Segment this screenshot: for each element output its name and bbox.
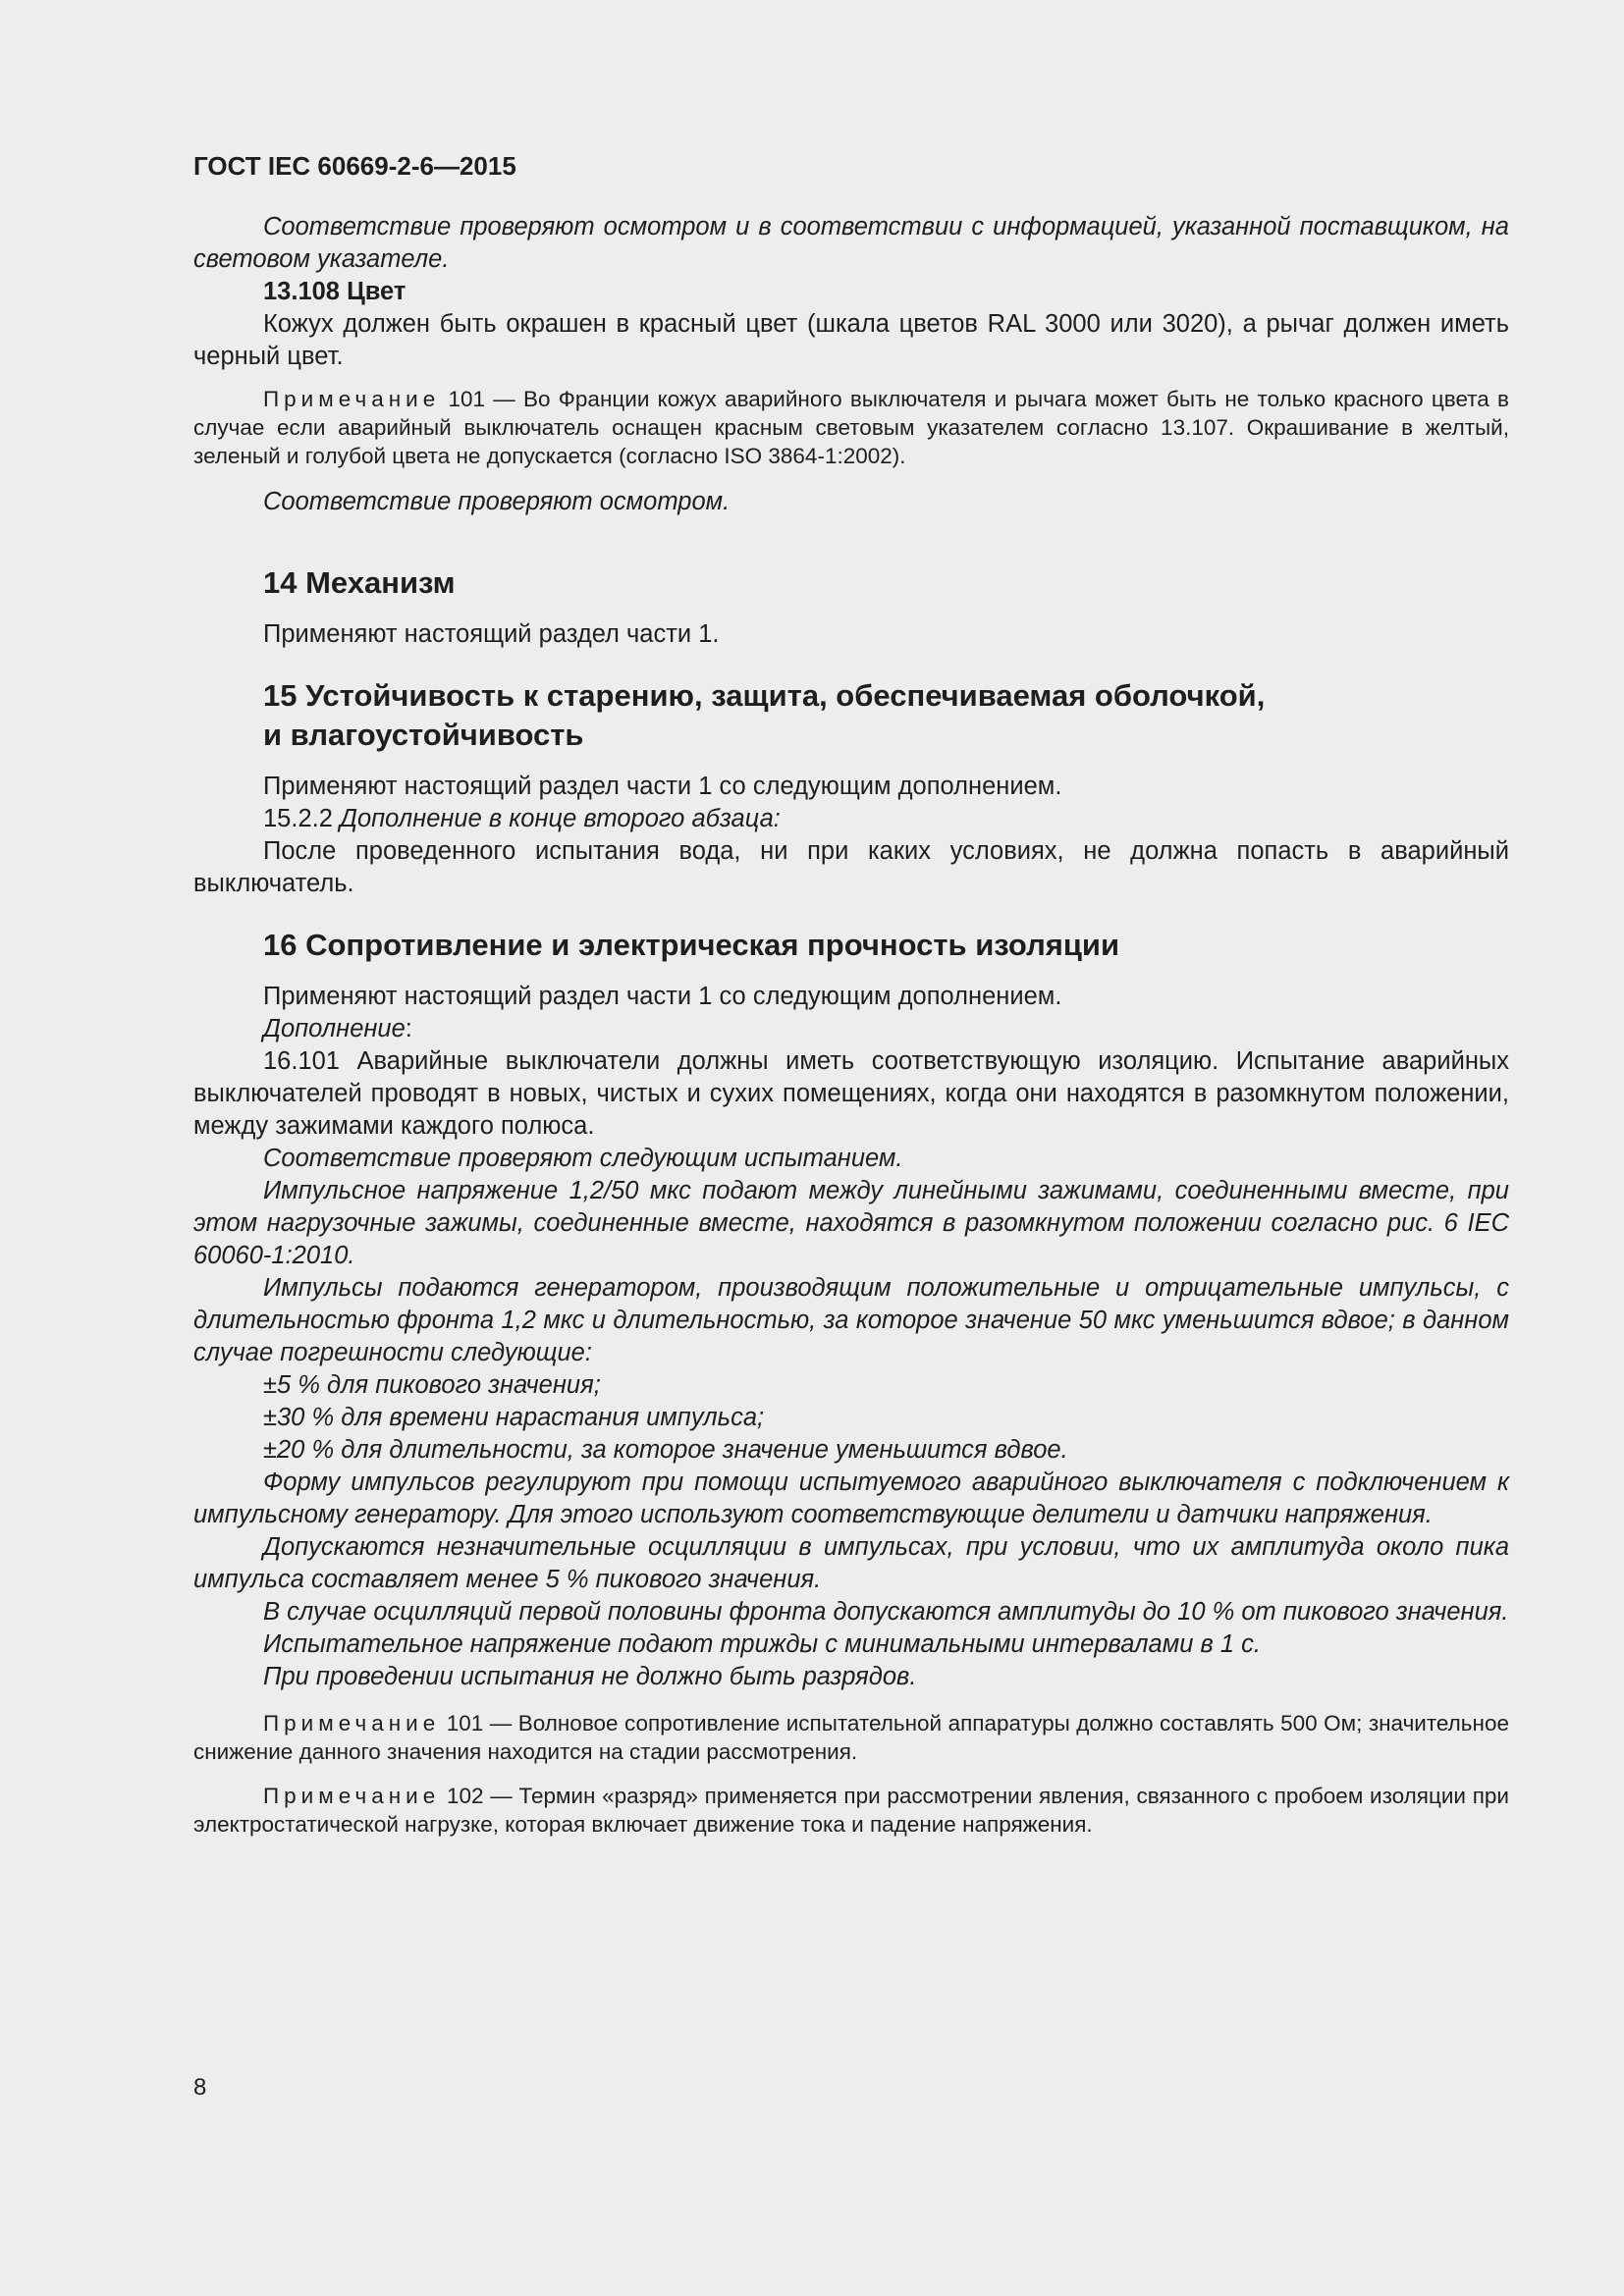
paragraph-compliance-inspection: Соответствие проверяют осмотром. <box>263 488 731 515</box>
paragraph-water-ingress: После проведенного испытания вода, ни при каких условиях, не должна попасть в аварийный выключатель. <box>193 837 1509 897</box>
addition-label: Дополнение <box>263 1015 406 1042</box>
paragraph-test-voltage: Испытательное напряжение подают трижды с минимальными интервалами в 1 с. <box>263 1630 1261 1658</box>
note-label: Примечание <box>263 1711 441 1735</box>
paragraph-s14-applies: Применяют настоящий раздел части 1. <box>263 620 720 648</box>
paragraph-color-requirement: Кожух должен быть окрашен в красный цвет (шкала цветов RAL 3000 или 3020), а рычаг должен иметь черный цвет. <box>193 310 1509 370</box>
paragraph-impulse-voltage: Импульсное напряжение 1,2/50 мкс подают между линейными зажимами, соединенными вместе, при этом нагрузочные зажимы, соединенные вместе, находятся в разомкнутом положении согласно рис. 6 IEC 60060-1:2010. <box>193 1177 1509 1269</box>
paragraph-s15-applies: Применяют настоящий раздел части 1 со следующим дополнением. <box>263 773 1062 800</box>
clause-text: Дополнение в конце второго абзаца: <box>340 805 781 832</box>
paragraph-15-2-2 <box>193 803 1509 835</box>
note-text: 101 — Волновое сопротивление испытательной аппаратуры должно составлять 500 Ом; значительное снижение данного значения находится на стадии рассмотрения. <box>193 1711 1509 1764</box>
section-title-14: 14 Механизм <box>263 565 456 600</box>
note-16-102 <box>193 1782 1509 1839</box>
note-text: 102 — Термин «разряд» применяется при рассмотрении явления, связанного с пробоем изоляции при электростатической нагрузке, которая включает движение тока и падение напряжения. <box>193 1784 1509 1837</box>
page-number: 8 <box>193 2074 207 2101</box>
tolerance-peak: ±5 % для пикового значения; <box>263 1371 601 1399</box>
note-label: Примечание <box>263 1784 441 1808</box>
paragraph-impulse-generator: Импульсы подаются генератором, производящим положительные и отрицательные импульсы, с длительностью фронта 1,2 мкс и длительностью, за которое значение 50 мкс уменьшится вдвое; в данном случае погрешности следующие: <box>193 1274 1509 1366</box>
section-title-15-line1: 15 Устойчивость к старению, защита, обеспечиваемая оболочкой, <box>263 678 1266 713</box>
section-title-16: 16 Сопротивление и электрическая прочность изоляции <box>263 928 1120 962</box>
subsection-title-13-108: 13.108 Цвет <box>263 278 406 305</box>
tolerance-rise-time: ±30 % для времени нарастания импульса; <box>263 1404 765 1431</box>
paragraph-oscillations: Допускаются незначительные осцилляции в импульсах, при условии, что их амплитуда около пика импульса составляет менее 5 % пикового значения. <box>193 1533 1509 1593</box>
paragraph-front-oscillations: В случае осцилляций первой половины фронта допускаются амплитуды до 10 % от пикового значения. <box>263 1598 1509 1626</box>
note-text: 101 — Во Франции кожух аварийного выключателя и рычага может быть не только красного цвета в случае если аварийный выключатель оснащен красным световым указателем согласно 13.107. Окрашивание в желтый, зеленый и голубой цвета не допускается (согласно ISO 3864-1:2002). <box>193 387 1509 468</box>
section-title-15-line2: и влагоустойчивость <box>263 718 584 752</box>
paragraph-no-discharges: При проведении испытания не должно быть разрядов. <box>263 1663 917 1690</box>
tolerance-duration: ±20 % для длительности, за которое значение уменьшится вдвое. <box>263 1436 1068 1464</box>
paragraph-pulse-shape: Форму импульсов регулируют при помощи испытуемого аварийного выключателя с подключением к импульсному генератору. Для этого используют соответствующие делители и датчики напряжения. <box>193 1468 1509 1528</box>
paragraph-addition <box>193 1013 1509 1045</box>
note-16-101 <box>193 1709 1509 1766</box>
paragraph-compliance-indicator: Соответствие проверяют осмотром и в соответствии с информацией, указанной поставщиком, на световом указателе. <box>193 213 1509 273</box>
clause-number: 15.2.2 <box>263 805 333 832</box>
note-label: Примечание <box>263 387 441 411</box>
note-13-101 <box>193 385 1509 470</box>
section-title-15 <box>193 676 1509 755</box>
paragraph-16-101: 16.101 Аварийные выключатели должны иметь соответствующую изоляцию. Испытание аварийных выключателей проводят в новых, чистых и сухих помещениях, когда они находятся в разомкнутом положении, между зажимами каждого полюса. <box>193 1047 1509 1140</box>
paragraph-compliance-test: Соответствие проверяют следующим испытанием. <box>263 1145 903 1172</box>
addition-colon: : <box>405 1015 412 1042</box>
paragraph-s16-applies: Применяют настоящий раздел части 1 со следующим дополнением. <box>263 983 1062 1010</box>
document-code-header: ГОСТ IEC 60669-2-6—2015 <box>193 151 516 181</box>
